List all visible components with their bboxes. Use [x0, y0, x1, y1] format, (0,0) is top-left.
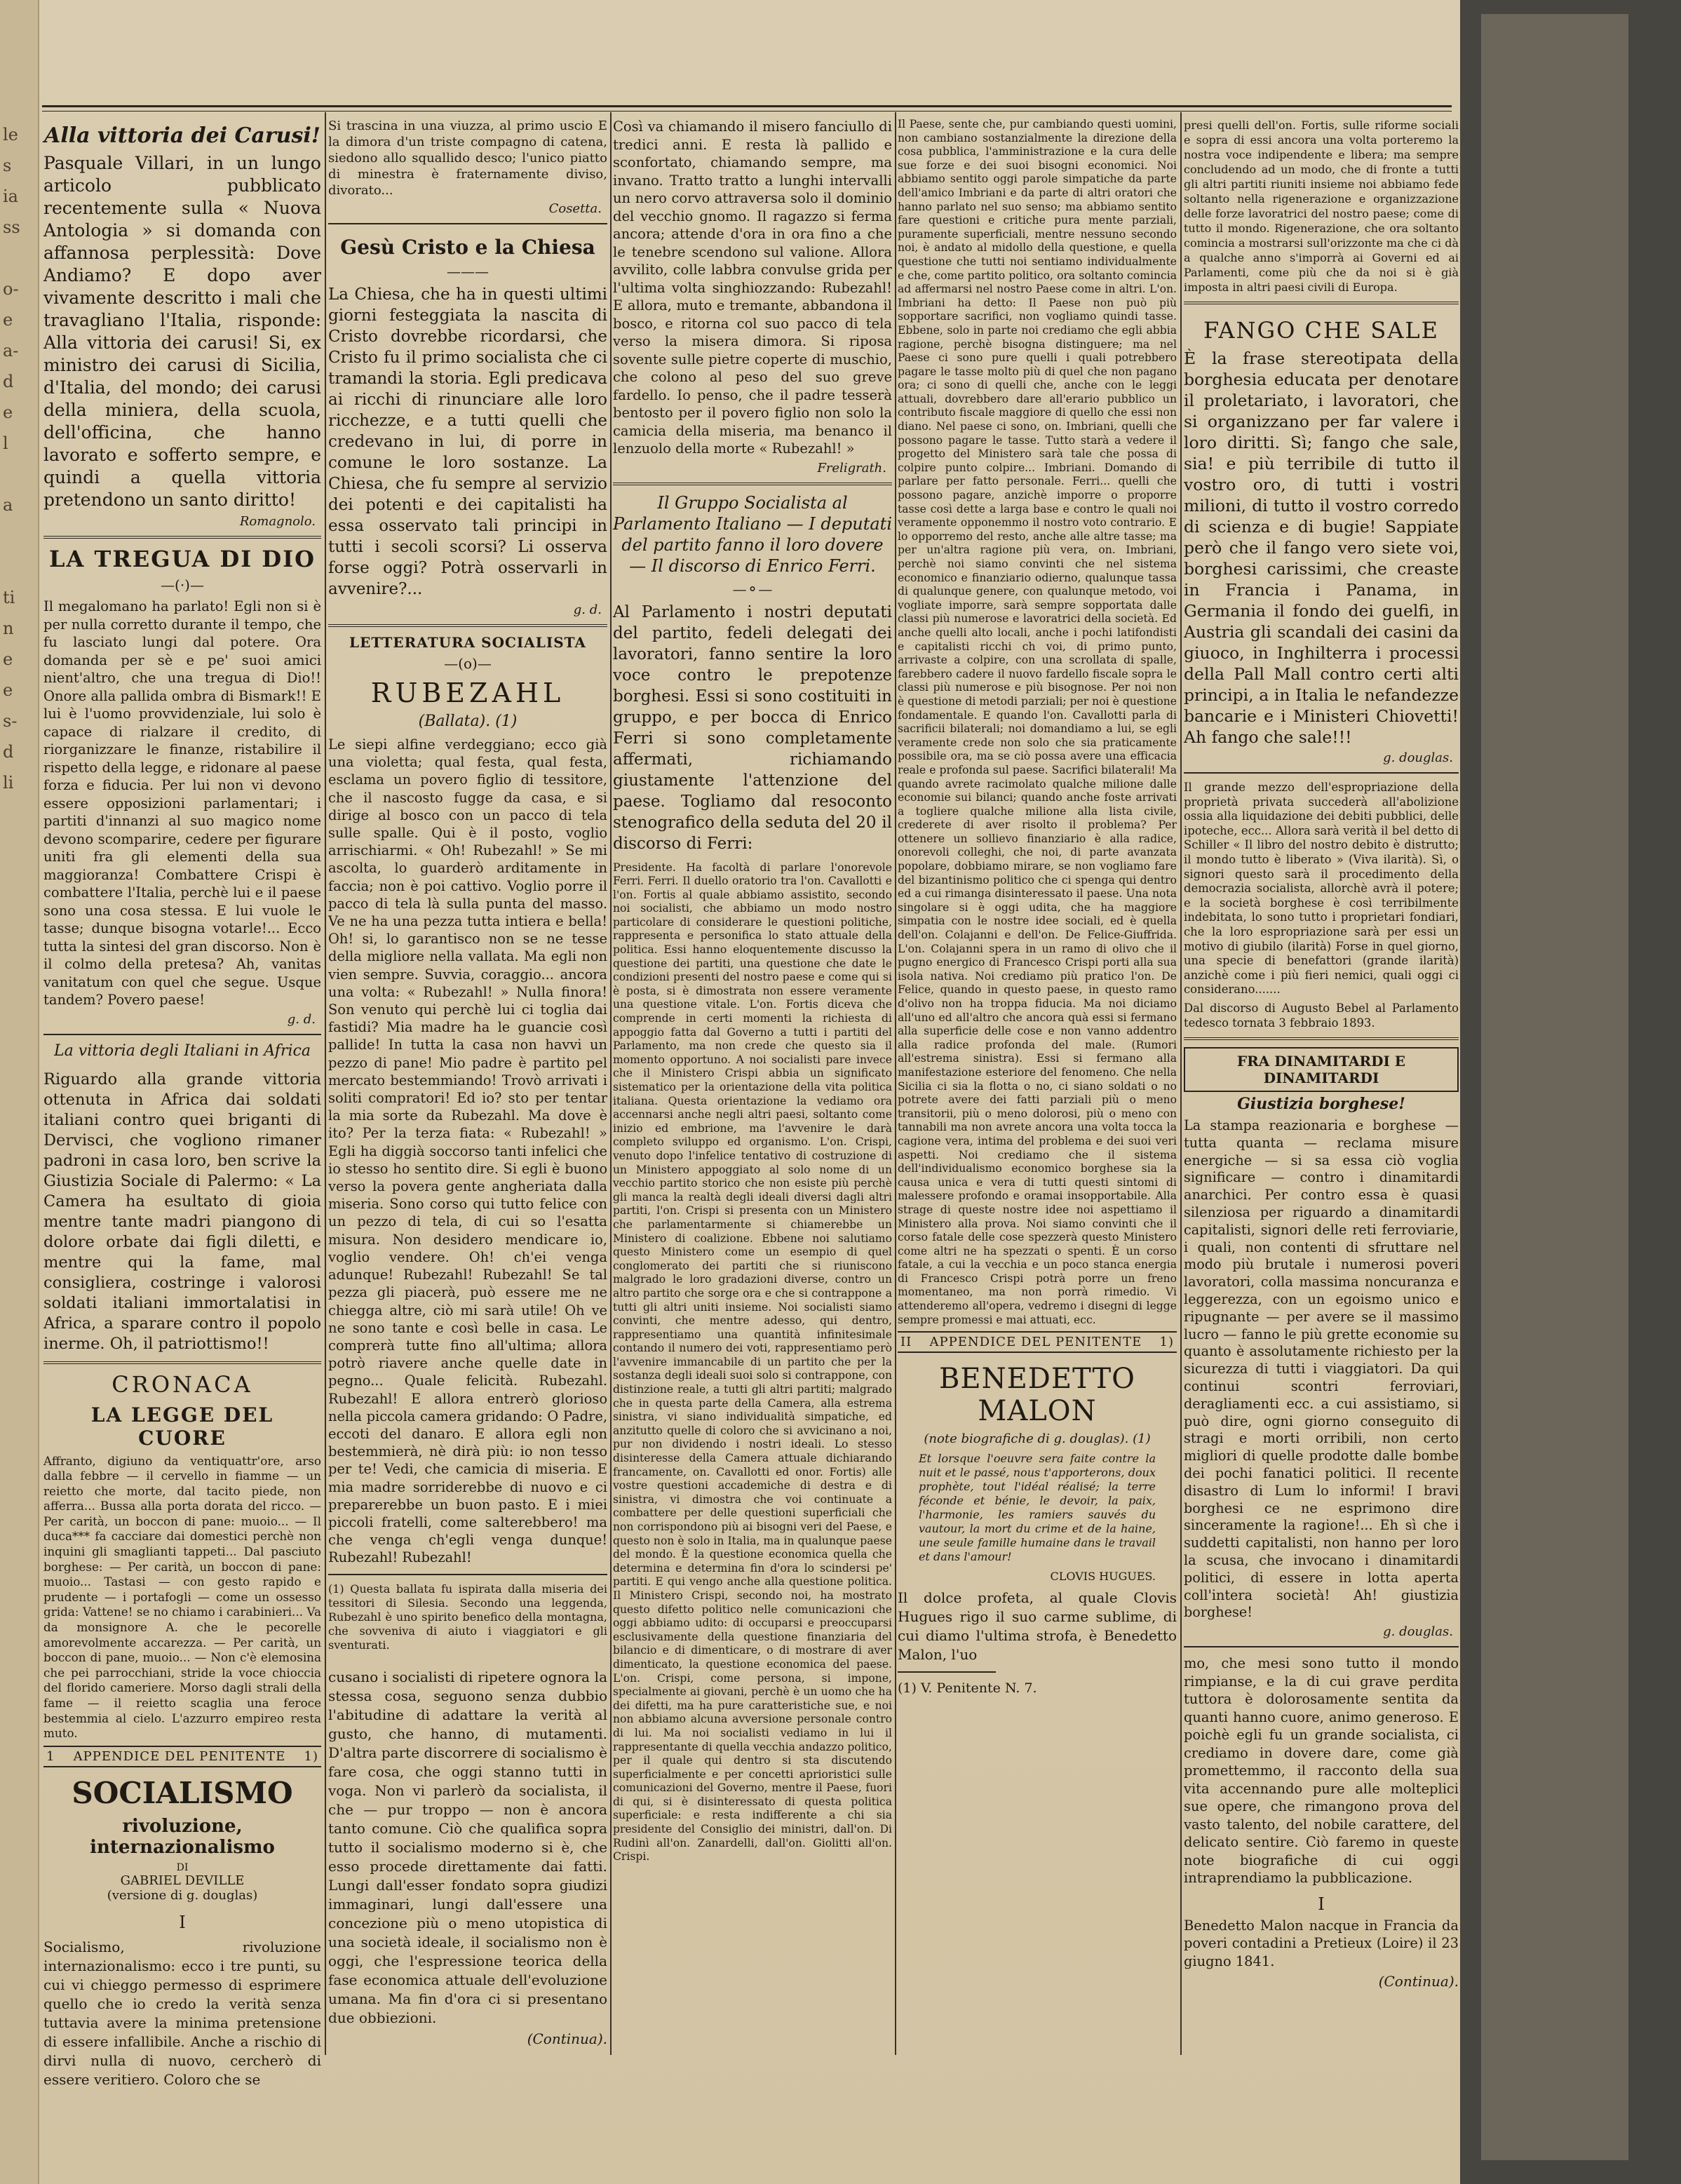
section-rule — [43, 1034, 321, 1035]
gutter-fragment: d — [3, 372, 14, 391]
column-divider — [895, 112, 896, 2055]
article-signature: Romagnolo. — [239, 514, 316, 529]
article-title: Il Gruppo Socialista al Parlamento Italiano — I deputati del partito fanno il loro dovere — Il discorso di Enrico Ferri. — [613, 492, 893, 576]
serial-subtitle: (note biografiche di g. douglas). (1) — [924, 1431, 1151, 1447]
appendix-number: II — [900, 1335, 912, 1350]
serial-author: GABRIEL DEVILLE — [120, 1873, 245, 1888]
article-body: Riguardo alla grande vittoria ottenuta in Africa dai soldati italiani contro quei briganti di Dervisci, che vogliono rimaner padroni in casa loro, ben scrive la Giustizia Sociale di Palermo: « La Camera ha esultato di gioia mentre tante madri piangono di dolore orbate dai figli diletti, e mentre qui la fame, mal consigliera, costringe i valorosi soldati italiani immortalatisi in Africa, a sparare contro il popolo inerme. Oh, il patriottismo!! — [43, 1070, 321, 1353]
gutter-fragment: ti — [3, 588, 15, 607]
article-signature: g. d. — [573, 602, 602, 617]
gutter-fragment: l — [3, 433, 8, 453]
article-body: Così va chiamando il misero fanciullo di tredici anni. E resta là pallido e sconfortato, chiamando sempre, ma invano. Tratto tratto a lunghi intervalli un nero corvo attraversa solo il dominio del vecchio gnomo. Il ragazzo si ferma ancora; attende d'ora in ora fino a che le tenebre scendono sul valione. Allora avvilito, colle labbra convulse grida per l'ultima volta singhiozzando: Rubezahl! E allora, muto e tremante, abbandona il bosco, e ritorna col suo pacco di tela verso la misera dimora. Si riposa sovente sulle pietre coperte di muschio, che colono al peso del suo greve fardello. Io penso, che il padre tesserà bentosto per il povero figlio non solo la camicia della miseria, ma benanco il lenzuolo della morte « Rubezahl! » — [613, 119, 892, 457]
section-rule — [1184, 302, 1459, 304]
title-ornament: ——— — [447, 263, 489, 280]
appendix-page: 1) — [1159, 1335, 1174, 1350]
article-body: Al Parlamento i nostri deputati del partito, fedeli delegati dei lavoratori, fanno sentire la loro voce contro le prepotenze borghesi. Essi si sono costituiti in gruppo, e per bocca di Enrico Ferri si sono completamente affermati, richiamando giustamente l'attenzione del paese. Togliamo dal resoconto stenografico della seduta del 20 il discorso di Ferri: — [613, 602, 892, 853]
gutter-fragment: s — [3, 156, 12, 175]
article-title: RUBEZAHL — [370, 678, 565, 708]
article-title: LA LEGGE DEL CUORE — [90, 1403, 274, 1450]
chapter-number: I — [1318, 1894, 1325, 1914]
section-rule — [43, 536, 321, 539]
gutter-fragment: n — [3, 619, 14, 638]
title-ornament: —⚬— — [732, 580, 773, 598]
serial-body: mo, che mesi sono tutto il mondo rimpianse, e la di cui grave perdita tuttora è dolorosamente sentita da quanti hanno cuore, animo generoso. E poichè egli fu un grande socialista, ci crediamo in dovere dare, come già promettemmo, il racconto della sua vita accennando pure alle molteplici sue opere, che rimangono prova del vasto talento, del nobile carattere, del delicato sentire. Ciò faremo in queste note biografiche di cui oggi intraprendiamo la pubblicazione. — [1184, 1655, 1459, 1887]
appendix-label: APPENDICE DEL PENITENTE — [929, 1335, 1142, 1350]
gutter-fragment: s- — [3, 711, 18, 731]
gutter-fragment: o- — [3, 279, 19, 299]
column-2 — [328, 118, 607, 2047]
section-rule — [328, 223, 607, 224]
serial-title: BENEDETTO MALON — [939, 1363, 1135, 1428]
article-subtitle: (Ballata). (1) — [418, 713, 518, 730]
article-body: La Chiesa, che ha in questi ultimi giorni festeggiata la nascita di Cristo dovrebbe ricordarsi, che Cristo fu il primo socialista che ci tramandi la storia. Egli predicava ai ricchi di rinunciare alle loro ricchezze, e a tutti quelli che credevano in lui, di porre in comune le loro sostanze. La Chiesa, che fu sempre al servizio dei potenti e dei capitalisti ha essa osservato tali principi in tutti i secoli scorsi? Li osserva forse oggi? Potrà osservarli in avvenire?... — [328, 285, 607, 598]
continued-note: (Continua). — [1378, 1973, 1459, 1990]
appendix-number: 1 — [46, 1748, 55, 1764]
gutter-fragment: e — [3, 680, 13, 700]
column-4 — [898, 118, 1177, 2036]
gutter-fragment: ss — [3, 217, 20, 237]
parliament-transcript: Il Paese, sente che, pur cambiando questi uomini, non cambiano sostanzialmente la direzione della cosa pubblica, l'amministrazione e la cura delle sue forze e dei suoi bisogni economici. Noi abbiamo sentito oggi parole simpatiche da parte dell'amico Imbriani e da parte di altri oratori che hanno parlato nel suo senso; ma abbiamo sentito fare questioni e critiche pura mente parziali, puramente superficiali, mentre nessuno secondo noi, è andato al midollo della questione, e quella questione che tutti noi sentiamo individualmente e che, come partito politico, ora soltanto comincia ad affermarsi nel nostro Paese come in altri. L'on. Imbriani ha detto: Il Paese non può più sopportare sacrifici, non vogliamo quindi tasse. Ebbene, solo in parte noi crediamo che egli abbia ragione, perchè bisogna distinguere; ma nel Paese ci sono pure quelli i quali potrebbero pagare le tasse molto più di quel che non pagano ora; ci sono di quelli che, anche con le leggi attuali, dovrebbero dare all'erario pubblico un contributo fiscale maggiore di quello che essi non diano. Nel paese ci sono, on. Imbriani, quelli che possono pagare le tasse. Tutto starà a vedere il progetto del Ministero sarà tale che possa di colpire punto colpire... Imbriani. Domando di parlare per fatto personale. Ferri... quelli che possono pagare, anzichè imporre o proporre tasse così dette a larga base e contro le quali noi veramente opponemmo il nostro voto contrario. E lo opporremo del resto, anche alle altre tasse; ma per un'altra ragione più vera, on. Imbriani, perchè noi siamo convinti che nel sistema economico e finanziario odierno, qualunque tassa di qualunque genere, con qualunque metodo, voi vogliate imporre, sarà sempre sopportata dalle classi più numerose e lavoratrici della società. Ed anche quelli alto locali, anche i pochi latifondisti e capitalisti ricchi ch voi, di primo punto, arrivaste a colpire, con una scrollata di spalle, farebbero cadere il nuovo fardello fiscale sopra le classi più numerose e più bisognose. Per noi non è questione di metodi parziali; per noi è questione fondamentale. E quando l'on. Cavallotti parla di sacrificii bilaterali; noi domandiamo a lui, se egli veramente crede non solo che sia praticamente possibile ora, ma se ciò possa avere una efficacia reale e profonda sul paese. Sacrifici bilaterali! Ma quando avrete racimolato qualche milione dalle economie sui bilanci; quando anche foste arrivati a togliere qualche milione alla lista civile, crederete di aver risolto il problema? Per ottenere un sollievo finanziario è alla radice, onorevoli colleghi, che noi, di parte avanzata popolare, dobbiamo mirare, se non vogliamo fare del bizantinismo politico che ci spenga qui dentro ed a cui rimanga disinteressato il paese. Una nota singolare si è oggi udita, che ha maggiore simpatia con le nostre idee sociali, ed è quella dell'on. Colajanni e dell'on. De Felice-Giuffrida. L'on. Colajanni spera in un ramo di olivo che il pugno energico di Francesco Crispi porti alla sua isola nativa. Noi crediamo più pratico l'on. De Felice, quando in questo paese, in questo ramo d'olivo non ha troppa fiducia. Ma noi diciamo all'uno ed all'altro che ancora quà essi si fermano alla superficie delle cose e non vanno addentro alla radice profonda del male. (Rumori all'estrema sinistra). Essi si fermano alla manifestazione esteriore del fenomeno. Che nella Sicilia ci sia la flotta o no, ci siano soldati o no potrete avere dei fatti parziali più o meno transitorii, più o meno dolorosi, più o meno con tannabili ma non avrete ancora una volta tocca la cagione vera, intima del problema e dei suoi veri aspetti. Noi crediamo che il sistema dell'individualismo economico borghese sia la causa unica e vera di tutti questi sintomi di malessere profondo e oramai insopportabile. Alla strage di queste nostre idee noi aspettiamo il Ministero alla prova. Noi siamo convinti che il corso fatale delle cose spezzerà questo Ministero come altri ne ha spezzati o spenti. È un corso fatale, a cui la vecchia e un poco stanca energia di Francesco Crispi potrà porre un freno momentaneo, ma non porrà rimedio. Vi attenderemo all'opera, vedremo i disegni di legge sempre promessi e mai attuati, ecc. — [898, 118, 1177, 1326]
article-title: FRA DINAMITARDI E DINAMITARDI — [1236, 1053, 1406, 1087]
article-title-box — [1184, 1047, 1459, 1092]
gutter-fragment: e — [3, 310, 13, 330]
header-rule — [42, 105, 1452, 107]
book-binding — [1460, 0, 1681, 2184]
section-rule — [1184, 1037, 1459, 1040]
serial-body: Benedetto Malon nacque in Francia da poveri contadini a Pretieux (Loire) il 23 giugno 1841. — [1184, 1917, 1459, 1969]
quoted-speech: Il grande mezzo dell'espropriazione della proprietà privata succederà all'abolizione ossia alla liquidazione dei debiti pubblici, delle ipoteche, ecc... Allora sarà verità il bel detto di Schiller « Il libro del nostro debito è distrutto; il mondo tutto è liberato » (Viva ilarità). Sì, o signori questo sarà il procedimento della democrazia socialista, allorchè avrà il potere; e la società borghese è così terribilmente indebitata, lo sono tutto i proprietari fondiari, che la loro espropriazione sarà per essi un motivo di giubilo (ilarità) Forse in quel giorno, una specie di benefattori (grande ilarità) anzichè come i più fieri nemici, quali oggi ci considerano....... — [1184, 781, 1459, 997]
section-rule — [328, 624, 607, 627]
appendix-label: APPENDICE DEL PENITENTE — [73, 1748, 286, 1764]
article-signature: g. douglas. — [1383, 1624, 1453, 1640]
parliament-transcript: Presidente. Ha facoltà di parlare l'onorevole Ferri. Ferri. Il duello oratorio tra l'on. Cavallotti e l'on. Fortis al quale abbiamo assistito, secondo noi socialisti, che abbiamo un modo nostro particolare di considerare le questioni politiche, rappresenta e personifica lo stato attuale della politica. Essi hanno eloquentemente discusso la questione dei partiti, una questione che date le condizioni presenti del nostro paese e come qui si è posta, si è dimostrata non essere veramente una questione vitale. L'on. Fortis diceva che comprende in certi momenti la richiesta di appoggio fatta dal Governo a tutti i partiti del Parlamento, ma non crede che questo sia il momento opportuno. A noi socialisti pare invece che il Ministero Crispi abbia un significato sistematico per la orientazione della vita politica italiana. Questa orientazione la vediamo ora accennarsi anche negli altri paesi, soltanto come inizio ed embrione, ma l'avvenire le darà completo sviluppo ed organismo. L'on. Crispi, venuto dopo l'infelice tentativo di costruzione di un Ministero appoggiato al solo nome di un vecchio partito storico che non esiste più perchè gli manca la realtà degli ideali diversi dagli altri partiti, l'on. Crispi si presenta con un Ministero che parlamentarmente si chiamerebbe un Ministero di coalizione. Ebbene noi salutiamo questo Ministero come un esempio di quel conglomerato dei partiti che si riuniscono malgrado le loro gradazioni diverse, contro un altro partito che sorge ora e che si contrappone a tutti gli altri uniti insieme. Noi socialisti siamo convinti, che mentre adesso, qui dentro, rappresentiamo una quantità infinitesimale contando il numero dei voti, rappresentiamo però l'avvenire immancabile di un partito che per la sostanza degli ideali suoi solo si contrappone, con distinzione reale, a tutti gli altri partiti; malgrado che in questa parte della Camera, alla estrema sinistra, vi siano individualità simpatiche, ed anzitutto quelle di coloro che si avvicinano a noi, pur non dividendo i nostri ideali. Lo stesso disinteresse della Camera attuale dichiarando francamente, on. Cavallotti ed onor. Fortis) alle vostre questioni accademiche di destra e di sinistra, vi dimostra che voi continuate a combattere per delle questioni superficiali che non corrispondono più ai bisogni veri del Paese, e questo non è solo in Italia, ma in qualunque paese del mondo. È la questione economica quella che determina e determina fin d'ora lo scindersi pe' partiti. E qui vengo anche alla questione politica. Il Ministero Crispi, secondo noi, ha mostrato questo difetto politico nelle comunicazioni che oggi abbiamo udito: di occuparsi e preoccuparsi esclusivamente della questione finanziaria del bilancio e di dimenticare, o di mostrare di aver dimenticato, la questione economica del paese. L'on. Crispi, come persona, si impone, specialmente ai giovani, perchè è un uomo che ha dei difetti, ma ha pure caratteristiche sue, e noi non abbiamo alcuna avversione personale contro di lui. Ma noi socialisti vediamo in lui il rappresentante di quella vecchia andazzo politico, per il quale qui dentro si sta discutendo superficialmente e per concetti aprioristici sulle comunicazioni del Governo, mentre il Paese, fuori di qui, si è disinteressato di questa politica superficiale: e resta indifferente a chi sia presidente del Consiglio dei ministri, dall'on. Di Rudinì all'on. Zanardelli, dall'on. Giolitti all'on. Crispi. — [613, 861, 892, 1863]
serial-subtitle: rivoluzione, internazionalismo — [90, 1815, 275, 1858]
article-body: Affranto, digiuno da ventiquattr'ore, arso dalla febbre — il cervello in fiamme — un reietto che morte, dal tacito piede, non afferra... Bussa alla porta dorata del ricco. — Per carità, un boccon di pane: muoio... — Il duca*** fa cacciare dai domestici perchè non inquini gli smaglianti tappeti... Dal pasciuto borghese: — Per carità, un boccon di pane: muoio... Tastasi — con gesto rapido e prudente — i portafogli — come un ossesso grida: Vattene! se no chiamo i carabinieri... Va da monsignore A. che le pecorelle amorevolmente accarezza. — Per carità, un boccon di pane, muoio... — Non c'è elemosina che pei parrocchiani, stride la voce chioccia del florido cameriere. Morso dagli strali della fame — il reietto scaglia una feroce bestemmia al cielo. L'azzurro empireo resta muto. — [43, 1453, 321, 1741]
section-rule — [1184, 772, 1459, 774]
article-signature: Cosetta. — [548, 201, 602, 216]
article-body: La stampa reazionaria e borghese — tutta quanta — reclama misure energiche — si sa essa ciò voglia significare — contro i dinamitardi anarchici. Per contro essa è quasi silenziosa per riguardo a dinamitardi capitalisti, signori delle reti ferroviarie, i quali, non contenti di sfruttare nel modo più brutale i numerosi poveri lavoratori, colla massima noncuranza e leggerezza, con un egoismo unico e ripugnante — per avere se il massimo lucro — fanno le più grette economie su quanto è assolutamente richiesto per la sicurezza di tutti i viaggiatori. Da qui continui scontri ferroviari, deragliamenti ecc. a cui assistiamo, si può dire, ogni giorno conseguito di stragi e morti orribili, non certo migliori di quelle prodotte dalle bombe dei pochi fanatici politici. Il recente disastro di Lum lo informi! I bravi borghesi ce ne esprimono dire sinceramente la ragione!... Eh sì che i suddetti capitalisti, non hanno per loro la scusa, che invocano i dinamitardi politici, di essere in lotta aperta coll'intera società! Ah! giustizia borghese! — [1184, 1117, 1459, 1621]
section-kicker: LETTERATURA SOCIALISTA — [349, 634, 586, 651]
gutter-fragment: li — [3, 773, 14, 793]
article-body: Le siepi alfine verdeggiano; ecco già una violetta; qual festa, qual festa, esclama un povero figlio di tessitore, che il nascosto fugge da casa, e si dirige al bosco con un pacco di tela sulle spalle. Qui è il posto, voglio arrischiarmi. « Oh! Rubezahl! » Se mi ascolta, lo guarderò arditamente in faccia; non è poi cattivo. Voglio porre il pacco di tela là sulla punta del masso. Ve ne ha una pezza tutta intiera e bella! Oh! si, lo garantisco non se ne tesse della migliore nella vallata. Ma egli non vien sempre. Suvvia, coraggio... ancora una volta: « Rubezahl! » Nulla finora! Son venuto qui perchè lui ci toglia dai fastidi? Mia madre ha le guancie così pallide! In tutta la casa non havvi un pezzo di pane! Mio padre è partito pel mercato bestemmiando! Trovò arrivati i soliti compratori! Ed io? sto per tentar la mia sorte da Rubezahl. Ma dove è ito? Per la terza fiata: « Rubezahl! » Egli ha diggià soccorso tanti infelici che io stesso ho sentito dire. Si egli è buono verso la povera gente angheriata dalla miseria. Sono corso qui tutto felice con un pezzo di tela, di cui so l'esatta misura. Non desidero mendicare io, voglio vendere. Oh! ch'ei venga adunque! Rubezahl! Rubezahl! Se tal pezza gli piacerà, può essere me ne chiegga altre, ciò mi sarà utile! Oh ve ne sono tante e così belle in casa. Le comprerà tutte fino all'ultima; allora potrò riavere anche quelle date in pegno... Quale felicità. Rubezahl. Rubezahl! E allora entrerò glorioso nella piccola camera gridando: O Padre, eccoti del danaro. E allora egli non bestemmierà, nè dirà più: io non tesso per te! Vedi, che camicia di miseria. E mia madre sorriderebbe di nuovo e ci preparerebbe un buon pasto. E i miei piccoli fratelli, come salterebbero! ma che venga ch'egli venga dunque! Rubezahl! Rubezahl! — [328, 736, 607, 1566]
serial-by: DI — [176, 1861, 189, 1873]
serial-body: cusano i socialisti di ripetere ognora la stessa cosa, seguono senza dubbio l'abitudine di adattare la verità al gusto, che hanno, di mutamenti. D'altra parte discorrere di socialismo è fare cosa, che oggi stanno tutti in voga. Non vi parlerò da socialista, il che — pur troppo — non è ancora tanto comune. Ciò che qualifica sopra tutto il socialismo moderno si è, che esso procede direttamente dai fatti. Lungi dall'esser fondato sopra giudizi immaginari, lungi dall'essere una concezione più o meno utopistica di una società ideale, il socialismo non è oggi, che l'espressione teorica della fase economica attuale dell'evoluzione umana. Ma fin d'ora ci si presentano due obbiezioni. — [328, 1668, 607, 2026]
gutter-fragment: e — [3, 649, 13, 669]
column-5 — [1184, 118, 1459, 2036]
article-title: LA TREGUA DI DIO — [49, 546, 316, 572]
section-rule — [43, 1361, 321, 1364]
facing-page-edge — [0, 0, 39, 2184]
serial-body: Socialismo, rivoluzione internazionalismo: ecco i tre punti, su cui vi chieggo permesso di esprimere quello che io credo la verità senza tuttavia avere la minima pretensione di essere infallibile. Anche a rischio di dirvi nulla di nuovo, cercherò di essere veritiero. Coloro che se — [43, 1938, 321, 2088]
article-body: Pasquale Villari, in un lungo articolo pubblicato recentemente sulla « Nuova Antologia » si domanda con affannosa perplessità: Dove Andiamo? E dopo aver vivamente descritto i mali che travagliano l'Italia, risponde: Alla vittoria dei carusi! Si, ex ministro dei carusi di Sicilia, d'Italia, del mondo; dei carusi della miniera, della scuola, dell'officina, che hanno lavorato e sofferto sempre, e quindi a quella vittoria pretendono un santo diritto! — [43, 153, 321, 510]
footnote: (1) V. Penitente N. 7. — [898, 1680, 1037, 1697]
column-divider — [610, 112, 612, 2055]
serial-body: Il dolce profeta, al quale Clovis Hugues rigo il suo carme sublime, di cui diamo l'ultima strofa, è Benedetto Malon, l'uo — [898, 1589, 1177, 1664]
gutter-fragment: a — [3, 495, 13, 515]
column-divider — [325, 112, 326, 2055]
article-title: Gesù Cristo e la Chiesa — [340, 236, 595, 259]
footnote: (1) Questa ballata fu ispirata dalla miseria dei tessitori di Silesia. Secondo una leggenda, Rubezahl è uno spirito benefico della montagna, che sovveniva di aiuto i viaggiatori e gli sventurati. — [328, 1582, 607, 1652]
article-subtitle: Giustizia borghese! — [1237, 1095, 1405, 1114]
appendix-page: 1) — [304, 1748, 318, 1764]
gutter-fragment: d — [3, 742, 14, 762]
article-body: È la frase stereotipata della borghesia educata per denotare il proletariato, i lavoratori, che si organizzano per far valere i loro diritti. Sì; fango che sale, sia! e più terribile di tutto il vostro oro, di tutti i vostri milioni, di tutto il vostro corredo di scienza e di bugie! Sappiate però che il fango vero siete voi, borghesi carissimi, che creaste in Francia i Panama, in Germania il fondo dei guelfi, in Austria gli scandali dei casini da giuoco, in Inghilterra i processi della Pall Mall contro certi alti principi, a in Italia le nefandezze bancarie e i Ministeri Chiovetti! Ah fango che sale!!! — [1184, 349, 1459, 747]
section-heading: CRONACA — [112, 1370, 253, 1398]
article-title: La vittoria degli Italiani in Africa — [54, 1042, 311, 1060]
header-rule-thin — [42, 111, 1452, 112]
title-ornament: —(·)— — [161, 577, 204, 593]
serial-title: SOCIALISMO — [72, 1775, 293, 1810]
quote-source: Dal discorso di Augusto Bebel al Parlamento tedesco tornata 3 febbraio 1893. — [1184, 1001, 1459, 1030]
title-ornament: —(o)— — [444, 655, 492, 672]
section-rule — [1184, 1646, 1459, 1647]
footnote-rule — [898, 1671, 996, 1673]
continued-note: (Continua). — [527, 2030, 607, 2047]
gutter-fragment: e — [3, 403, 13, 422]
gutter-fragment: ia — [3, 187, 18, 206]
article-body: presi quelli dell'on. Fortis, sulle riforme sociali e sopra di essi ancora una volta porteremo la nostra voce indipendente e libera; ma sempre concludendo ad un modo, che di fronte a tutti gli altri partiti riuniti insieme noi abbiamo fede soltanto nella rigenerazione e organizzazione delle forze lavoratrici del nostro paese; come di tutto il mondo. Rigenerazione, che ora soltanto comincia a mostrarsi sull'orizzonte ma che ci dà a qualche anno s'imporrà ai Governi ed ai Parlamenti, come più che da noi si è già imposta in altri paesi civili di Europa. — [1184, 119, 1459, 294]
article-body: Il megalomano ha parlato! Egli non si è per nulla corretto durante il tempo, che fu lasciato lungi dal potere. Ora domanda per sè e pe' suoi amici nient'altro, che una tregua di Dio!! Onore alla pallida ombra di Bismark!! E lui è l'uomo provvidenziale, lui solo è capace di rialzare il credito, di riorganizzare le finanze, ristabilire il rispetto della legge, e ridonare al paese forza e fiducia. Per lui non vi devono essere opposizioni parlamentari; i partiti d'innanzi al suo magico nome devono scomparire, cedere per figurare uniti fra gli elementi della sua maggioranza! Combattere Crispi è combattere l'Italia, perchè lui e il paese sono una cosa stessa. E lui vuole le tasse; dunque bisogna votarle!... Ecco tutta la sintesi del gran discorso. Non è il colmo della pretesa? Ah, vanitas vanitatum con quel che segue. Usque tandem? Povero paese! — [43, 598, 321, 1008]
article-body: Si trascina in una viuzza, al primo uscio E la dimora d'un triste compagno di catena, siedono allo squallido desco; l'unico piatto di minestra è fraternamente diviso, divorato... — [328, 119, 607, 198]
binding-board — [1481, 14, 1628, 2160]
article-title: Alla vittoria dei Carusi! — [44, 123, 320, 148]
article-signature: g. douglas. — [1383, 750, 1453, 765]
appendix-header — [898, 1331, 1177, 1353]
article-title: FANGO CHE SALE — [1203, 317, 1440, 344]
article-signature: Freligrath. — [817, 460, 886, 476]
article-signature: g. d. — [287, 1011, 316, 1027]
column-3 — [613, 118, 892, 2036]
serial-translator: (versione di g. douglas) — [107, 1887, 258, 1903]
column-1 — [43, 118, 321, 2088]
column-divider — [1180, 112, 1182, 2055]
appendix-header — [43, 1746, 321, 1767]
footnote-rule — [328, 1574, 607, 1575]
epigraph-author: CLOVIS HUGUES. — [1050, 1570, 1156, 1584]
epigraph: Et lorsque l'oeuvre sera faite contre la nuit et le passé, nous t'apporterons, doux prophète, tout l'idéal réalisé; la terre féconde et bénie, le devoir, la paix, l'harmonie, les ramiers sauvés du vautour, la mort du crime et de la haine, une seule famille humaine dans le travail et dans l'amour! — [919, 1452, 1156, 1564]
gutter-fragment: a- — [3, 341, 19, 360]
gutter-fragment: le — [3, 125, 18, 144]
chapter-number: I — [179, 1912, 186, 1932]
section-rule — [613, 483, 892, 485]
